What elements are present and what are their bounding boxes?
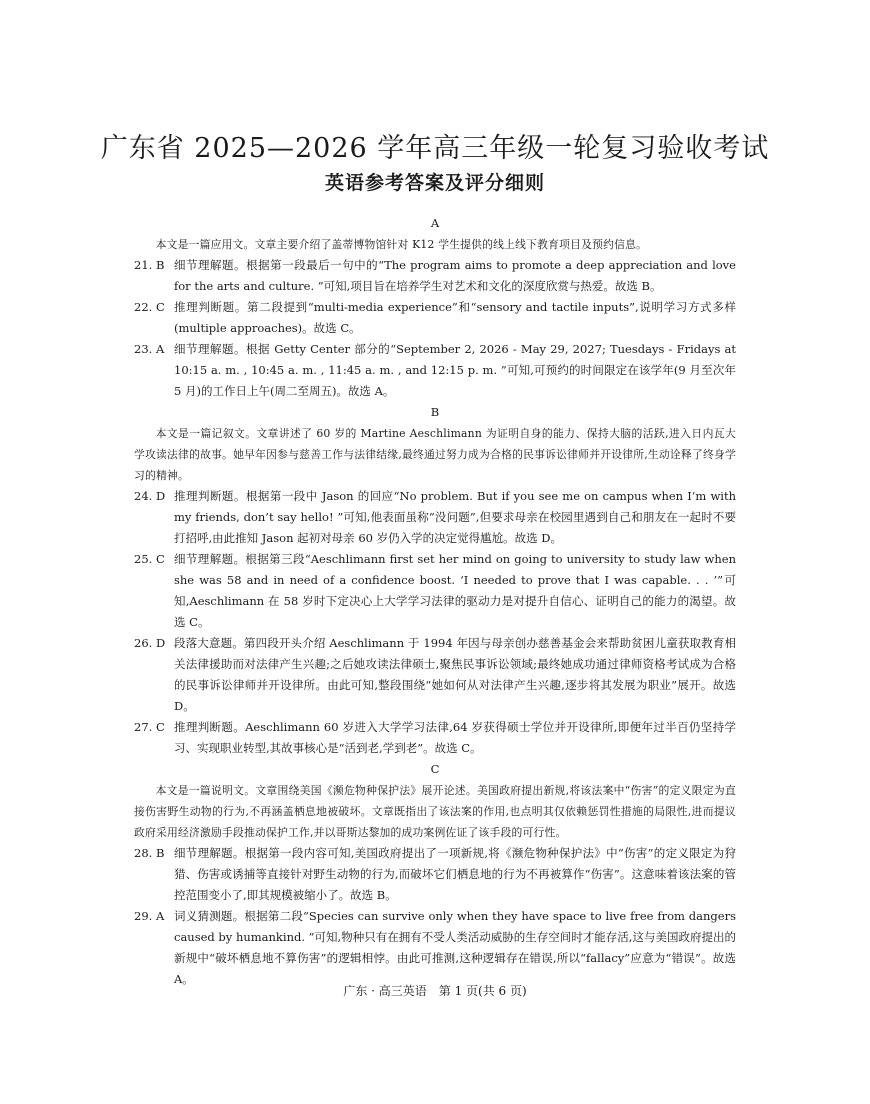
section-b-heading: B: [430, 405, 440, 419]
question-21: [134, 255, 736, 297]
question-22: [134, 297, 736, 339]
question-28: [134, 843, 736, 906]
question-24: [134, 486, 736, 549]
question-number: 26. D: [134, 636, 166, 650]
question-explanation: 细节理解题。根据第一段最后一句中的“The program aims to promote a deep appreciation and love for the arts and culture. ”可知,项目旨在培养学生对艺术和文化的深度欣赏与热爱。故选 B。: [174, 258, 736, 293]
question-explanation: 推理判断题。根据第一段中 Jason 的回应“No problem. But if you see me on campus when I’m with my friends, don’t say hello! ”可知,他表面虽称“没问题”,但要求母亲在校园里遇到自己和朋友在一起时不要打招呼,由此推知 Jason 起初对母亲 60 岁仍入学的决定觉得尴尬。故选 D。: [174, 489, 736, 545]
section-a-heading: A: [430, 216, 440, 230]
question-explanation: 推理判断题。Aeschlimann 60 岁进入大学学习法律,64 岁获得硕士学位并开设律所,即便年过半百仍坚持学习、实现职业转型,其故事核心是“活到老,学到老”。故选 C。: [174, 720, 736, 755]
section-b-intro: 本文是一篇记叙文。文章讲述了 60 岁的 Martine Aeschlimann 为证明自身的能力、保持大脑的活跃,进入日内瓦大学攻读法律的故事。她早年因参与慈善工作与法律结缘,最终通过努力成为合格的民事诉讼律师并开设律所,生动诠释了终身学习的精神。: [134, 427, 736, 482]
question-number: 28. B: [134, 846, 165, 860]
question-explanation: 推理判断题。第二段提到“multi-media experience”和“sensory and tactile inputs”,说明学习方式多样(multiple approaches)。故选 C。: [174, 300, 736, 335]
question-number: 25. C: [134, 552, 165, 566]
question-number: 21. B: [134, 258, 165, 272]
page-subtitle: 英语参考答案及评分细则: [324, 172, 545, 194]
answer-content: [134, 213, 736, 990]
page-title: 广东省 2025—2026 学年高三年级一轮复习验收考试: [100, 133, 770, 164]
question-explanation: 细节理解题。根据 Getty Center 部分的“September 2, 2026 - May 29, 2027; Tuesdays - Fridays at 10:15 a. m. , 10:45 a. m. , 11:45 a. m. , and 12:15 p. m. ”可知,可预约的时间限定在该学年(9 月至次年 5 月)的工作日上午(周二至周五)。故选 A。: [174, 342, 736, 398]
section-c-heading: C: [430, 762, 440, 776]
question-explanation: 词义猜测题。根据第二段“Species can survive only when they have space to live free from dangers caused by humankind. ”可知,物种只有在拥有不受人类活动威胁的生存空间时才能存活,这与美国政府提出的新规中“破坏栖息地不算伤害”的逻辑相悖。由此可推测,这种逻辑存在错误,所以“fallacy”应意为“错误”。故选 A。: [174, 909, 736, 986]
question-explanation: 段落大意题。第四段开头介绍 Aeschlimann 于 1994 年因与母亲创办慈善基金会来帮助贫困儿童获取教育相关法律援助而对法律产生兴趣;之后她攻读法律硕士,聚焦民事诉讼领域;最终她成功通过律师资格考试成为合格的民事诉讼律师并开设律所。由此可知,整段围绕“她如何从对法律产生兴趣,逐步将其发展为职业”展开。故选 D。: [174, 636, 736, 713]
question-explanation: 细节理解题。根据第三段“Aeschlimann first set her mind on going to university to study law when she was 58 and in need of a confidence boost. ‘I needed to prove that I was capable. . . ’”可知,Aeschlimann 在 58 岁时下定决心上大学学习法律的驱动力是对提升自信心、证明自己的能力的渴望。故选 C。: [174, 552, 736, 629]
question-29: [134, 906, 736, 990]
question-26: [134, 633, 736, 717]
question-number: 29. A: [134, 909, 165, 923]
question-number: 24. D: [134, 489, 166, 503]
question-explanation: 细节理解题。根据第一段内容可知,美国政府提出了一项新规,将《濒危物种保护法》中“伤害”的定义限定为狩猎、伤害或诱捕等直接针对野生动物的行为,而破坏它们栖息地的行为不再被算作“伤害”。这意味着该法案的管控范围变小了,即其规模被缩小了。故选 B。: [174, 846, 736, 902]
section-a-intro: 本文是一篇应用文。文章主要介绍了盖蒂博物馆针对 K12 学生提供的线上线下教育项目及预约信息。: [155, 238, 648, 251]
question-27: [134, 717, 736, 759]
section-c-intro: 本文是一篇说明文。文章围绕美国《濒危物种保护法》展开论述。美国政府提出新规,将该法案中“伤害”的定义限定为直接伤害野生动物的行为,不再涵盖栖息地被破坏。文章既指出了该法案的作用,也点明其仅依赖惩罚性措施的局限性,进而提议政府采用经济激励手段推动保护工作,并以哥斯达黎加的成功案例佐证了该手段的可行性。: [134, 784, 736, 839]
question-number: 23. A: [134, 342, 165, 356]
question-number: 27. C: [134, 720, 165, 734]
question-23: [134, 339, 736, 402]
page-footer: 广东 · 高三英语 第 1 页(共 6 页): [343, 984, 527, 998]
question-25: [134, 549, 736, 633]
question-number: 22. C: [134, 300, 165, 314]
